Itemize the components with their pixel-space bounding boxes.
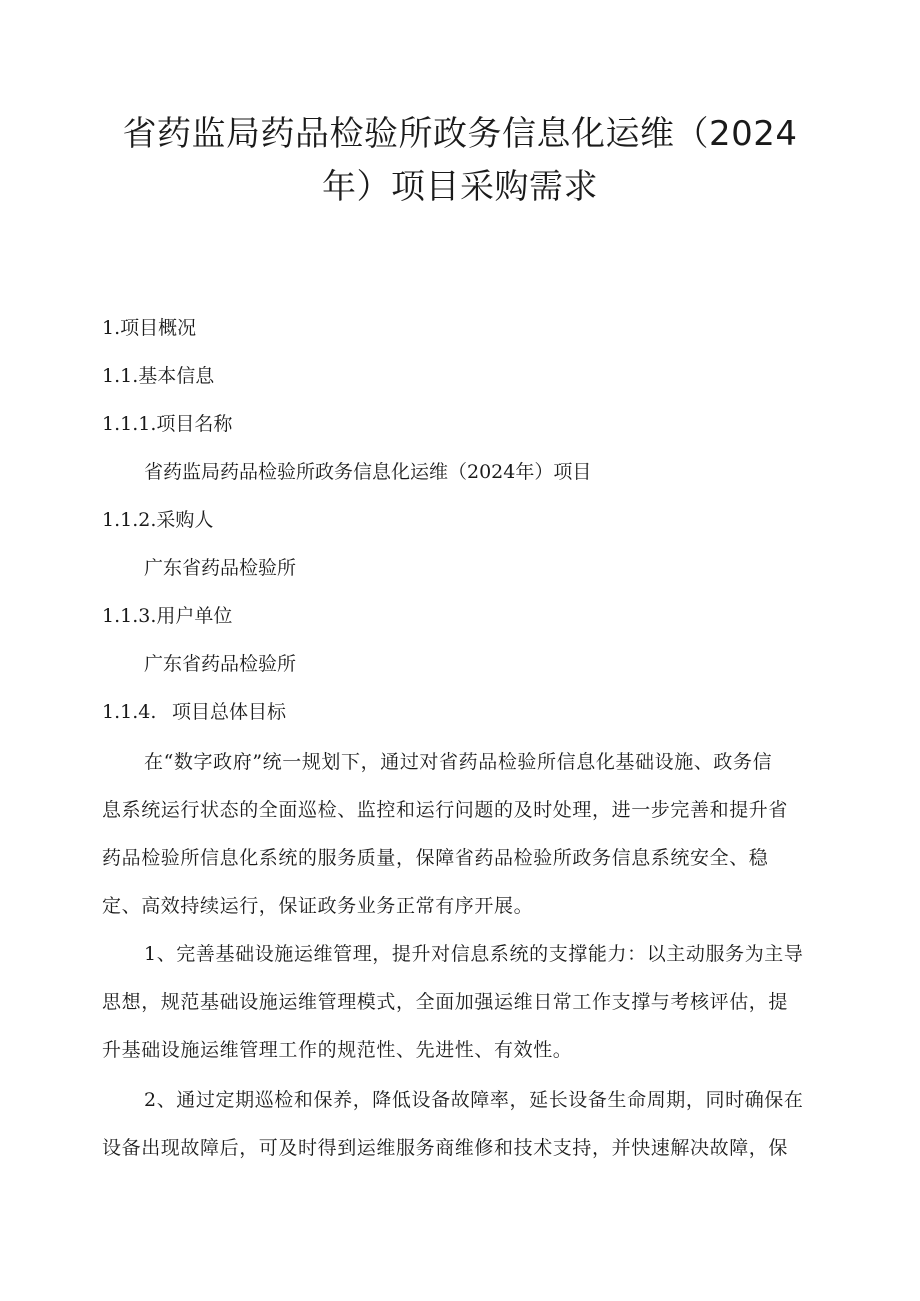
paragraph-goal-line-4: 定、高效持续运行，保证政务业务正常有序开展。 [102, 895, 534, 917]
heading-1-1: 1.1.基本信息 [102, 365, 215, 387]
purchaser-value: 广东省药品检验所 [144, 557, 297, 579]
heading-1-1-4-number: 1.1.4. [102, 701, 157, 723]
paragraph-goal-line-3: 药品检验所信息化系统的服务质量，保障省药品检验所政务信息系统安全、稳 [102, 847, 769, 869]
paragraph-item1-line-1: 1、完善基础设施运维管理，提升对信息系统的支撑能力：以主动服务为主导 [144, 943, 804, 965]
paragraph-item2-line-2: 设备出现故障后，可及时得到运维服务商维修和技术支持，并快速解决故障，保 [102, 1137, 789, 1159]
title-line-1: 省药监局药品检验所政务信息化运维（2024 [122, 114, 798, 154]
paragraph-goal-line-2: 息系统运行状态的全面巡检、监控和运行问题的及时处理，进一步完善和提升省 [102, 799, 789, 821]
heading-1-1-2: 1.1.2.采购人 [102, 509, 214, 531]
user-unit-value: 广东省药品检验所 [144, 653, 297, 675]
heading-1-1-4 [102, 700, 286, 724]
heading-1: 1.项目概况 [102, 317, 197, 339]
paragraph-item1-line-3: 升基础设施运维管理工作的规范性、先进性、有效性。 [102, 1039, 573, 1061]
document-title [100, 108, 820, 214]
heading-1-1-4-text: 项目总体目标 [172, 701, 287, 723]
project-name-value: 省药监局药品检验所政务信息化运维（2024年）项目 [144, 461, 592, 483]
paragraph-goal-line-1: 在“数字政府”统一规划下，通过对省药品检验所信息化基础设施、政务信 [144, 751, 773, 773]
paragraph-item1-line-2: 思想，规范基础设施运维管理模式，全面加强运维日常工作支撑与考核评估，提 [102, 991, 789, 1013]
heading-1-1-3: 1.1.3.用户单位 [102, 605, 233, 627]
heading-1-1-1: 1.1.1.项目名称 [102, 413, 233, 435]
paragraph-item2-line-1: 2、通过定期巡检和保养，降低设备故障率，延长设备生命周期，同时确保在 [144, 1089, 804, 1111]
title-line-2: 年）项目采购需求 [322, 167, 598, 207]
